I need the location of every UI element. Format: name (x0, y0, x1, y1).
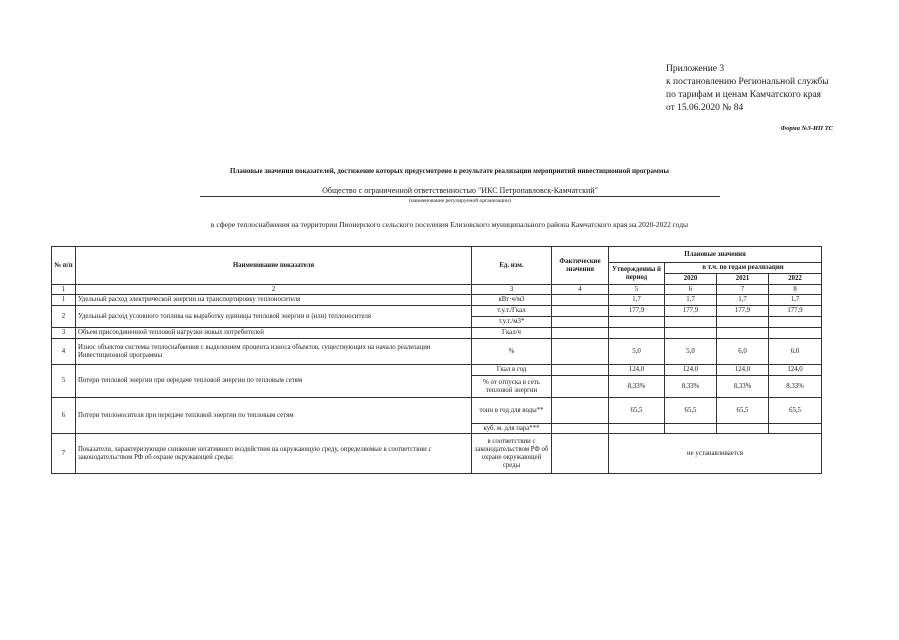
column-number: 2 (76, 285, 472, 295)
table-row (52, 434, 822, 474)
indicator-name: Износ объектов системы теплоснабжения с выделением процента износа объектов, существующих на начало реализации Инвестиционной программы (76, 339, 472, 365)
column-number: 1 (52, 285, 76, 295)
value-2021 (717, 328, 769, 339)
column-number: 3 (472, 285, 552, 295)
unit: Гкал в год (472, 365, 552, 376)
value-2022: 6,0 (769, 339, 822, 365)
value-2020: 8,33% (665, 376, 717, 398)
indicator-name: Объем присоединенной тепловой нагрузки новых потребителей (76, 328, 472, 339)
organization-caption: (наименование регулируемой организации) (409, 198, 511, 204)
organization-name: Общество с ограниченной ответственностью "ИКС Петропавловск-Камчатский" (200, 186, 720, 197)
header-name: Наименование показателя (76, 247, 472, 285)
value-2020: 5,0 (665, 339, 717, 365)
actual-value (552, 306, 609, 317)
row-number: 5 (52, 365, 76, 398)
unit: тонн в год для воды** (472, 398, 552, 424)
approved-value: 65,5 (609, 398, 665, 424)
unit: Гкал/ч (472, 328, 552, 339)
header-approved: Утвержденны й период (609, 263, 665, 285)
value-2022: 65,5 (769, 398, 822, 424)
header-unit: Ед. изм. (472, 247, 552, 285)
unit: % от отпуска в сеть тепловой энергии (472, 376, 552, 398)
table-row (52, 398, 822, 424)
value-2022 (769, 328, 822, 339)
value-2022 (769, 424, 822, 434)
header-planned: Плановые значения (609, 247, 822, 263)
header-by-years: в т.ч. по годам реализации (665, 263, 822, 274)
unit: % (472, 339, 552, 365)
row-number: 7 (52, 434, 76, 474)
unit: кВт·ч/м3 (472, 295, 552, 306)
indicator-name: Удельный расход электрической энергии на транспортировку теплоносителя (76, 295, 472, 306)
column-number: 5 (609, 285, 665, 295)
approved-value: 5,0 (609, 339, 665, 365)
value-2020 (665, 317, 717, 328)
header-2021: 2021 (717, 274, 769, 285)
value-2021 (717, 317, 769, 328)
appendix-line: от 15.06.2020 № 84 (666, 103, 744, 113)
approved-value (609, 328, 665, 339)
value-2020 (665, 328, 717, 339)
actual-value (552, 365, 609, 376)
value-2020: 1,7 (665, 295, 717, 306)
value-2022: 1,7 (769, 295, 822, 306)
indicator-name: Показатели, характеризующие снижение негативного воздействия на окружающую среду, определяемые в соответствии с законодательством РФ об охране окружающей среды: (76, 434, 472, 474)
value-2021: 124,0 (717, 365, 769, 376)
approved-value: 8,33% (609, 376, 665, 398)
approved-value: 177,9 (609, 306, 665, 317)
approved-value: 124,0 (609, 365, 665, 376)
header-2020: 2020 (665, 274, 717, 285)
value-2022: 124,0 (769, 365, 822, 376)
unit: т.у.т./Гкал (472, 306, 552, 317)
indicator-name: Потери тепловой энергии при передаче тепловой энергии по тепловым сетям (76, 365, 472, 398)
value-2021: 65,5 (717, 398, 769, 424)
actual-value (552, 424, 609, 434)
unit: куб. м. для пара*** (472, 424, 552, 434)
table-row (52, 328, 822, 339)
indicator-name: Удельный расход условного топлива на выработку единицы тепловой энергии и (или) теплоносителя (76, 306, 472, 328)
actual-value (552, 398, 609, 424)
value-2020: 65,5 (665, 398, 717, 424)
value-2022 (769, 317, 822, 328)
actual-value (552, 339, 609, 365)
column-number: 4 (552, 285, 609, 295)
approved-value (609, 424, 665, 434)
appendix-header (666, 63, 829, 115)
row-number: 6 (52, 398, 76, 434)
header-2022: 2022 (769, 274, 822, 285)
appendix-line: Приложение 3 (666, 64, 725, 74)
unit: в соответствии с законодательством РФ об охране окружающей среды (472, 434, 552, 474)
unit: т.у.т./м3* (472, 317, 552, 328)
actual-value (552, 376, 609, 398)
approved-value: 1,7 (609, 295, 665, 306)
table-row (52, 306, 822, 317)
indicator-name: Потери теплоносителя при передаче тепловой энергии по тепловым сетям (76, 398, 472, 434)
column-number: 7 (717, 285, 769, 295)
row-number: 1 (52, 295, 76, 306)
actual-value (552, 328, 609, 339)
value-2021: 1,7 (717, 295, 769, 306)
row-number: 2 (52, 306, 76, 328)
actual-value (552, 317, 609, 328)
header-num: № п/п (52, 247, 76, 285)
value-2022: 8,33% (769, 376, 822, 398)
actual-value (552, 434, 609, 474)
appendix-line: к постановлению Региональной службы (666, 77, 829, 87)
indicators-table (51, 246, 822, 474)
table-row (52, 339, 822, 365)
document-title: Плановые значения показателей, достижение которых предусмотрено в результате реализации мероприятий инвестиционной программы (230, 167, 669, 175)
column-number: 6 (665, 285, 717, 295)
scope-line: в сфере теплоснабжения на территории Пионерского сельского поселения Елизовского муниципального района Камчатского края на 2020-2022 годы (210, 220, 689, 229)
row-number: 3 (52, 328, 76, 339)
value-2022: 177,9 (769, 306, 822, 317)
column-number: 8 (769, 285, 822, 295)
appendix-line: по тарифам и ценам Камчатского края (666, 90, 822, 100)
value-2021: 8,33% (717, 376, 769, 398)
value-2020: 124,0 (665, 365, 717, 376)
planned-value: не устанавливается (609, 434, 822, 474)
value-2020: 177,9 (665, 306, 717, 317)
approved-value (609, 317, 665, 328)
form-label: Форма №3-ИП ТС (780, 125, 833, 132)
table-row (52, 365, 822, 376)
actual-value (552, 295, 609, 306)
table-row (52, 295, 822, 306)
header-actual: Фактические значения (552, 247, 609, 285)
value-2021 (717, 424, 769, 434)
row-number: 4 (52, 339, 76, 365)
value-2021: 177,9 (717, 306, 769, 317)
value-2020 (665, 424, 717, 434)
value-2021: 6,0 (717, 339, 769, 365)
